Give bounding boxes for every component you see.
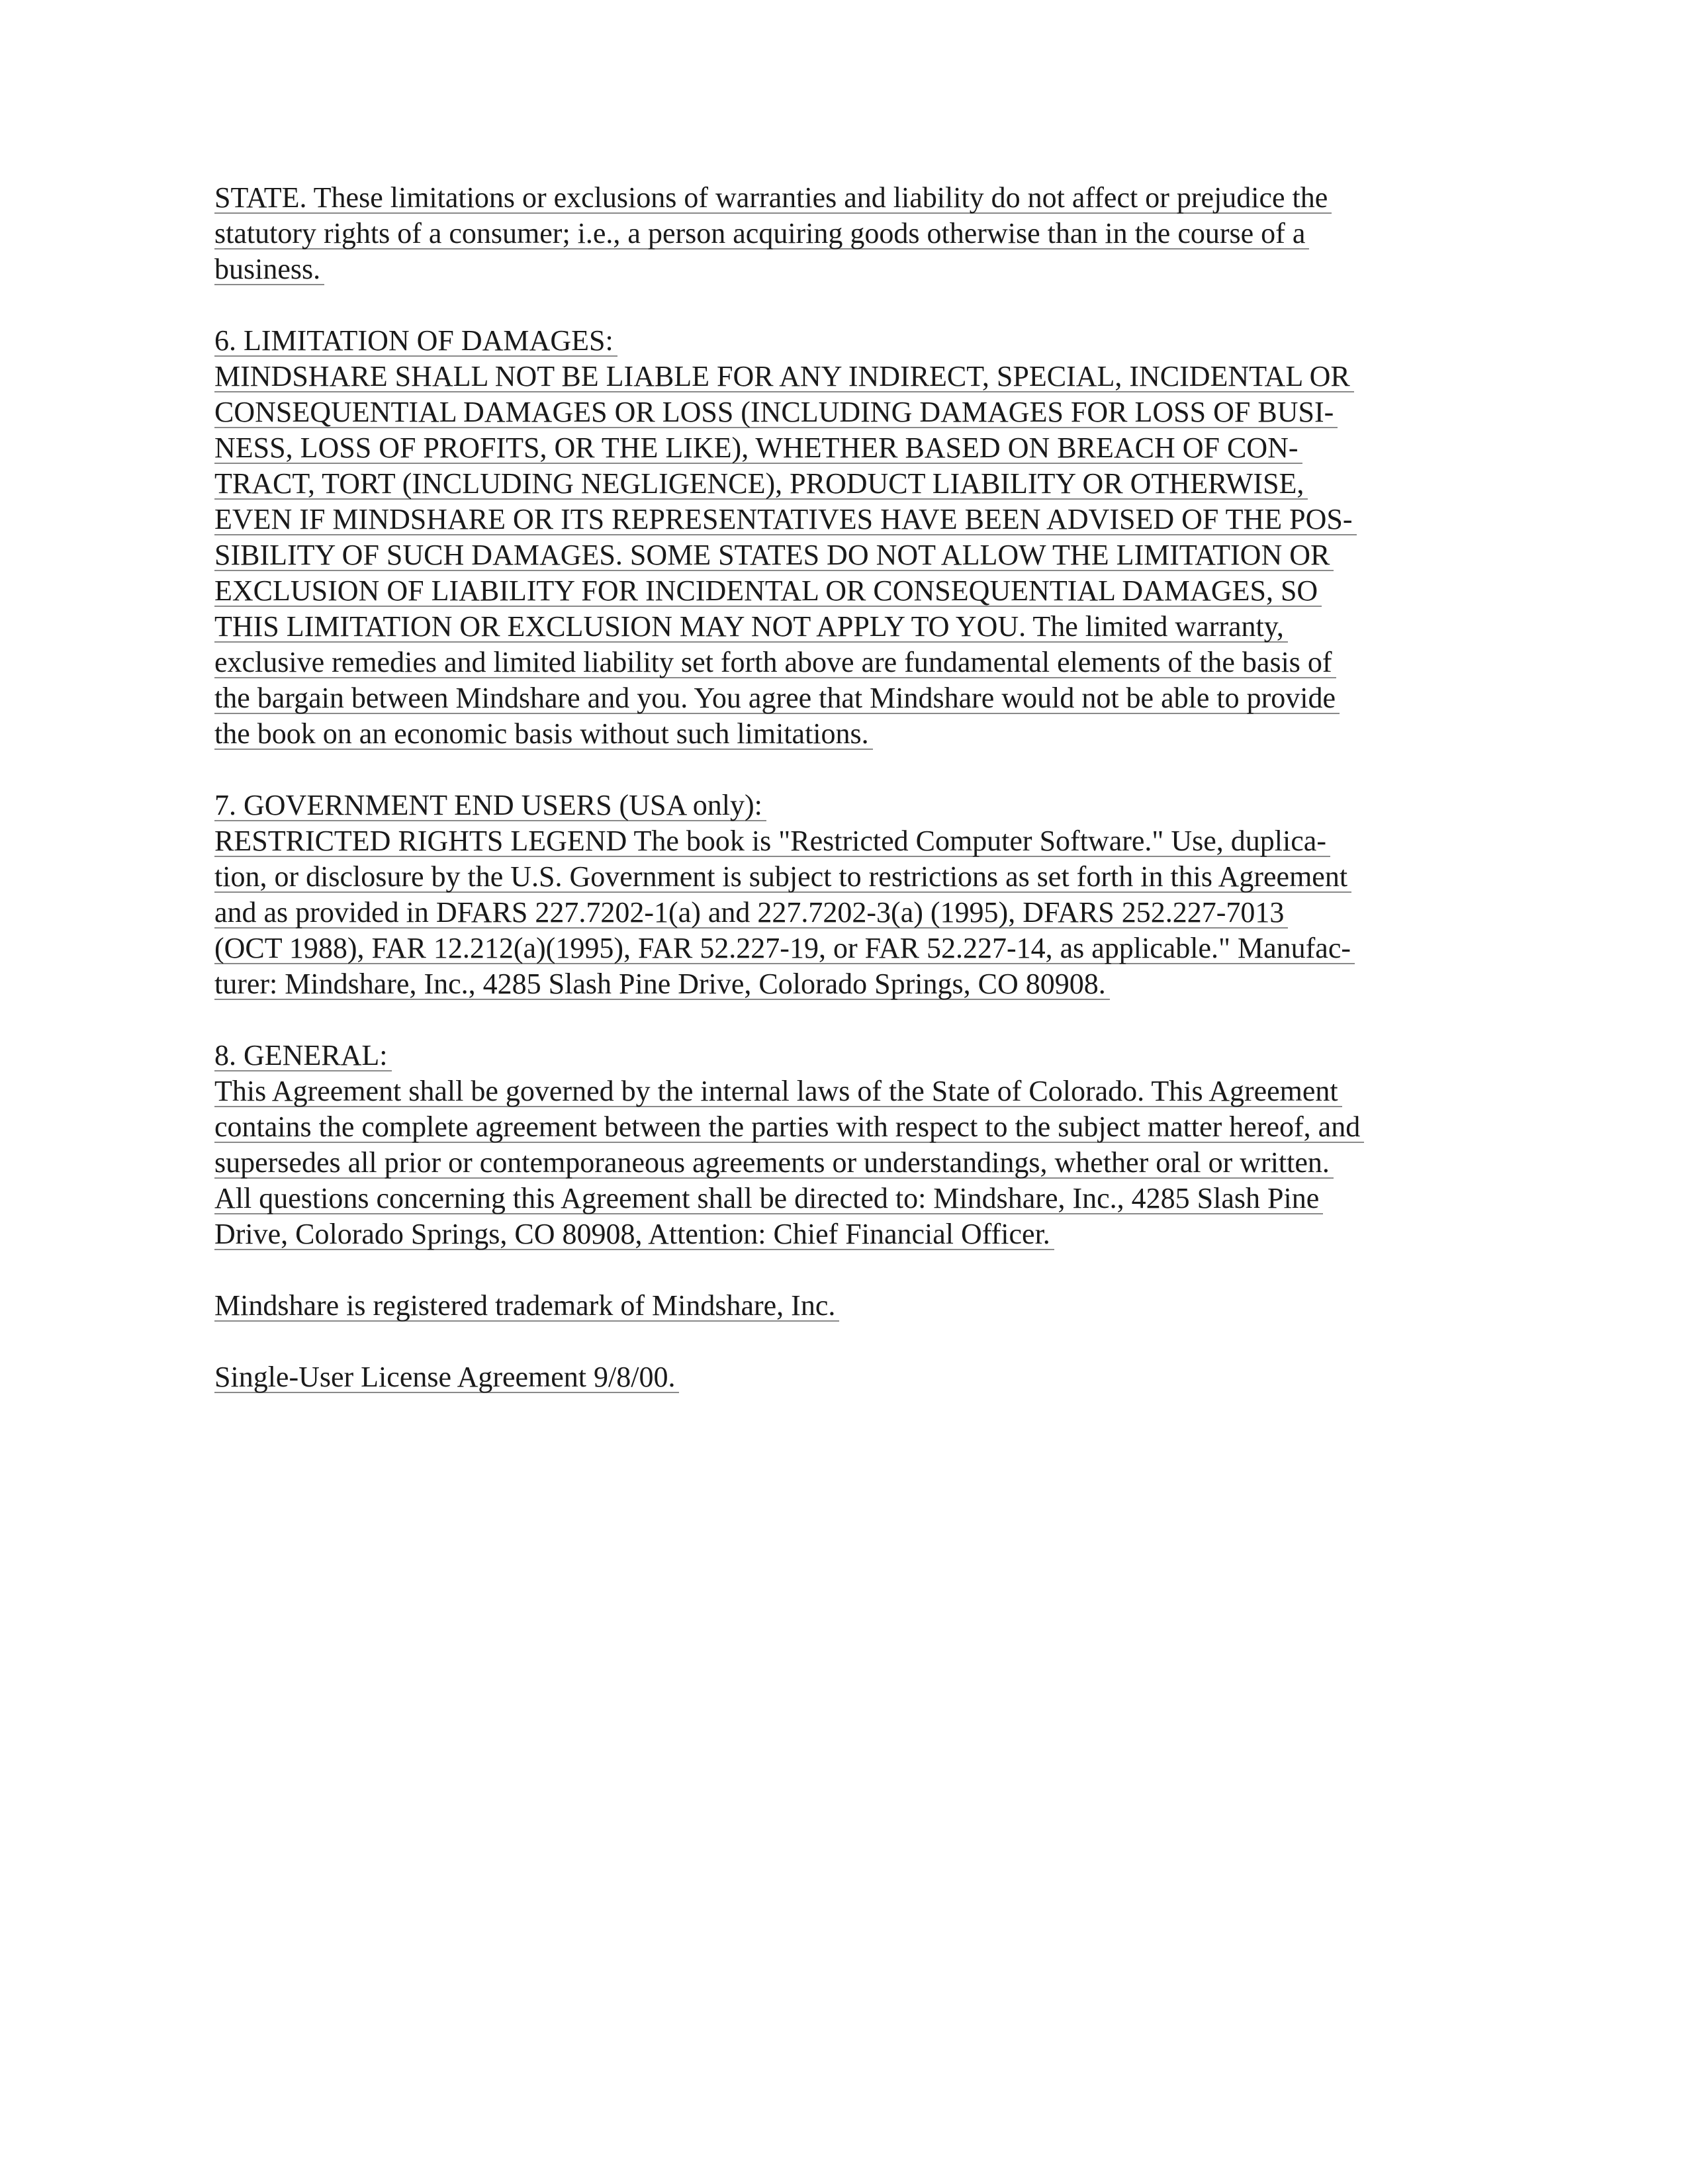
text-line: All questions concerning this Agreement shall be directed to: Mindshare, Inc., 4285 Slash Pine [214, 1181, 1419, 1216]
license-footer [214, 1359, 1419, 1395]
paragraph-gap [214, 752, 1419, 788]
license-page [214, 180, 1419, 1395]
text-line: business. [214, 251, 1419, 287]
section-general [214, 1038, 1419, 1252]
text-line: the bargain between Mindshare and you. You agree that Mindshare would not be able to provide [214, 680, 1419, 716]
text-line: Drive, Colorado Springs, CO 80908, Attention: Chief Financial Officer. [214, 1216, 1419, 1252]
paragraph-gap [214, 1002, 1419, 1038]
text-line: STATE. These limitations or exclusions of warranties and liability do not affect or prejudice the [214, 180, 1419, 216]
section-heading: 6. LIMITATION OF DAMAGES: [214, 323, 1419, 359]
text-line: supersedes all prior or contemporaneous agreements or understandings, whether oral or written. [214, 1145, 1419, 1181]
text-line: turer: Mindshare, Inc., 4285 Slash Pine Drive, Colorado Springs, CO 80908. [214, 966, 1419, 1002]
text-line: This Agreement shall be governed by the internal laws of the State of Colorado. This Agreement [214, 1073, 1419, 1109]
text-line: contains the complete agreement between the parties with respect to the subject matter hereof, and [214, 1109, 1419, 1145]
text-line: THIS LIMITATION OR EXCLUSION MAY NOT APPLY TO YOU. The limited warranty, [214, 609, 1419, 645]
text-line: EVEN IF MINDSHARE OR ITS REPRESENTATIVES HAVE BEEN ADVISED OF THE POS- [214, 502, 1419, 537]
text-line: NESS, LOSS OF PROFITS, OR THE LIKE), WHETHER BASED ON BREACH OF CON- [214, 430, 1419, 466]
section-warranty-tail [214, 180, 1419, 287]
paragraph-gap [214, 1324, 1419, 1359]
section-government-end-users [214, 788, 1419, 1002]
section-heading: 7. GOVERNMENT END USERS (USA only): [214, 788, 1419, 823]
section-heading: 8. GENERAL: [214, 1038, 1419, 1073]
text-line: Mindshare is registered trademark of Mindshare, Inc. [214, 1288, 1419, 1324]
section-limitation-of-damages [214, 323, 1419, 752]
text-line: the book on an economic basis without such limitations. [214, 716, 1419, 752]
text-line: SIBILITY OF SUCH DAMAGES. SOME STATES DO NOT ALLOW THE LIMITATION OR [214, 537, 1419, 573]
text-line: CONSEQUENTIAL DAMAGES OR LOSS (INCLUDING DAMAGES FOR LOSS OF BUSI- [214, 394, 1419, 430]
text-line: TRACT, TORT (INCLUDING NEGLIGENCE), PRODUCT LIABILITY OR OTHERWISE, [214, 466, 1419, 502]
text-line: EXCLUSION OF LIABILITY FOR INCIDENTAL OR CONSEQUENTIAL DAMAGES, SO [214, 573, 1419, 609]
text-line: exclusive remedies and limited liability set forth above are fundamental elements of the basis of [214, 645, 1419, 680]
text-line: (OCT 1988), FAR 12.212(a)(1995), FAR 52.227-19, or FAR 52.227-14, as applicable." Manufac- [214, 931, 1419, 966]
text-line: tion, or disclosure by the U.S. Government is subject to restrictions as set forth in this Agreement [214, 859, 1419, 895]
text-line: MINDSHARE SHALL NOT BE LIABLE FOR ANY INDIRECT, SPECIAL, INCIDENTAL OR [214, 359, 1419, 394]
text-line: RESTRICTED RIGHTS LEGEND The book is "Restricted Computer Software." Use, duplica- [214, 823, 1419, 859]
text-line: Single-User License Agreement 9/8/00. [214, 1359, 1419, 1395]
paragraph-gap [214, 287, 1419, 323]
text-line: and as provided in DFARS 227.7202-1(a) and 227.7202-3(a) (1995), DFARS 252.227-7013 [214, 895, 1419, 931]
text-line: statutory rights of a consumer; i.e., a person acquiring goods otherwise than in the course of a [214, 216, 1419, 251]
paragraph-gap [214, 1252, 1419, 1288]
trademark-notice [214, 1288, 1419, 1324]
